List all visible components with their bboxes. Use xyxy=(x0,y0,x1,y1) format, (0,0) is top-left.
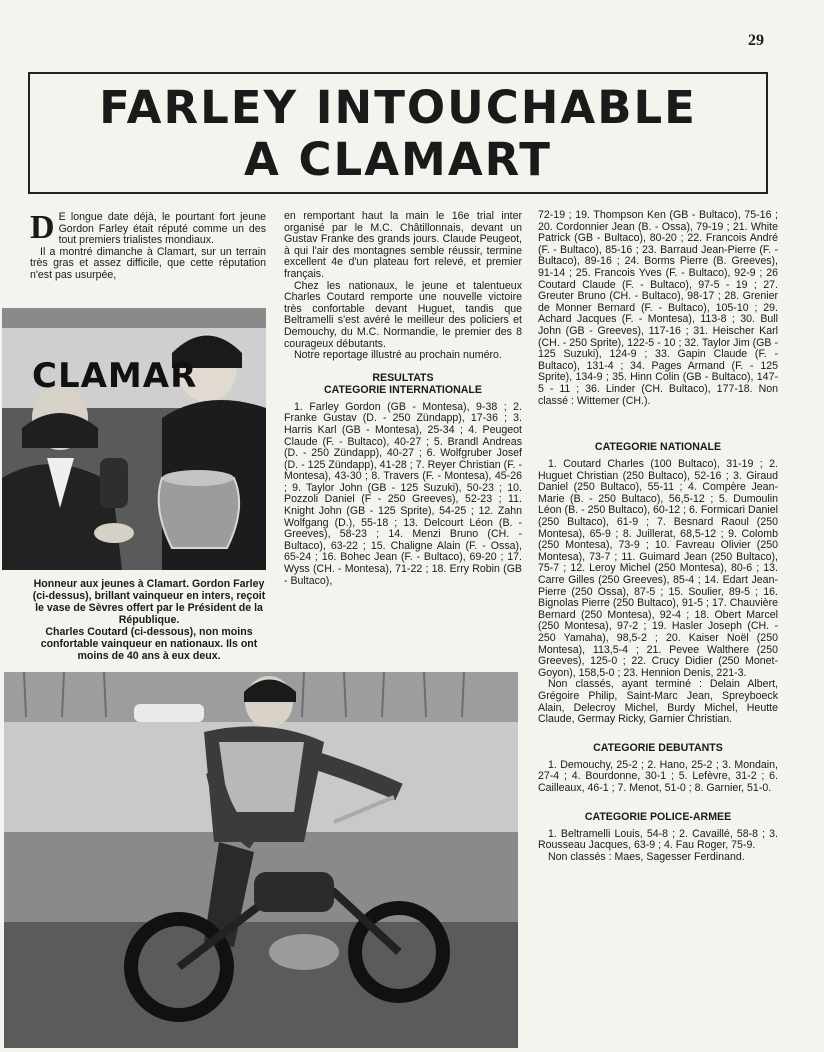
page-number: 29 xyxy=(748,32,764,49)
drop-cap: D xyxy=(30,209,55,246)
award-ceremony-illustration xyxy=(2,308,266,570)
intro-text-1: E longue date déjà, le pourtant fort jeune Gordon Farley était réputé comme un des tout premiers trialistes mondiaux. xyxy=(58,211,266,247)
international-results: 1. Farley Gordon (GB - Montesa), 9-38 ; 2. Franke Gustav (D. - 250 Zündapp), 17-36 ; 3. Harris Karl (GB - Montesa), 25-34 ; 4. Peugeot Claude (F. - Bultaco), 40-27 ; 5. Brandl Andreas (D. - 250 Zündapp), 40-27 ; 6. Wolfgruber Josef (D. - 125 Zündapp), 41-28 ; 7. Reyer Christian (F. - Montesa), 43-30 ; 8. Travers (F. - Montesa), 45-26 ; 9. Taylor John (GB - 125 Suzuki), 50-23 ; 10. Pozzoli Daniel (F - 250 Greeves), 52-23 ; 11. Knight John (GB - 125 Sprite), 54-25 ; 12. Zahn Wolfgang (D.), 55-18 ; 13. Delcourt Léon (B. - Greeves), 58-23 ; 14. Menzi Bruno (CH. - Bultaco), 63-22 ; 15. Chaligne Alain (F. - Ossa), 65-24 ; 16. Bohec Jean (F. - Bultaco), 69-20 ; 17. Wyss (CH. - Montesa), 71-22 ; 18. Erry Robin (GB - Bultaco), xyxy=(284,400,522,587)
intro-paragraph-2: Il a montré dimanche à Clamart, sur un terrain très gras et assez difficile, que cette réputation n'est pas usurpée, xyxy=(30,245,266,281)
debutants-results: 1. Demouchy, 25-2 ; 2. Hano, 25-2 ; 3. Mondain, 27-4 ; 4. Bourdonne, 30-1 ; 5. Lefèvre, 31-2 ; 6. Cailleaux, 46-1 ; 7. Menot, 51-0 ; 8. Garnier, 51-0. xyxy=(538,758,778,794)
banner-text: CLAMAR xyxy=(32,356,198,396)
caption-line-2: Charles Coutard (ci-dessous), non moins confortable vainqueur en nationaux. Ils ont moins de 40 ans à eux deux. xyxy=(40,626,258,662)
intro-paragraph-1 xyxy=(30,209,266,247)
nationale-heading: CATEGORIE NATIONALE xyxy=(594,441,722,454)
photo-caption xyxy=(30,578,268,662)
results-heading xyxy=(284,372,522,396)
right-column xyxy=(538,210,778,863)
police-armee-heading: CATEGORIE POLICE-ARMEE xyxy=(584,810,732,823)
police-armee-not-classified: Non classés : Maes, Sagesser Ferdinand. xyxy=(548,850,745,863)
international-category-title: CATEGORIE INTERNATIONALE xyxy=(324,383,482,396)
nationale-results: 1. Coutard Charles (100 Bultaco), 31-19 ; 2. Huguet Christian (250 Bultaco), 52-16 ; 3. Giraud Daniel (250 Bultaco), 55-11 ; 4. Compère Jean-Marie (B. - 250 Bultaco), 56,5-12 ; 5. Dumoulin Léon (B. - 250 Bultaco), 60-12 ; 6. Formicari Daniel (250 Bultaco), 61-9 ; 7. Besnard Raoul (250 Montesa), 65-9 ; 8. Juillerat, 68,5-12 ; 9. Colomb (250 Montesa), 73-9 ; 10. Favreau Olivier (250 Montesa), 73-7 ; 11. Guimard Jean (250 Bultaco), 75-7 ; 12. Leroy Michel (250 Montesa), 80-6 ; 13. Carre Gilles (250 Greeves), 85-4 ; 14. Edart Jean-Pierre (250 Ossa), 87-5 ; 15. Soulier, 89-5 ; 16. Bignolas Pierre (250 Bultaco), 91-5 ; 17. Chauvière Bernard (250 Montesa), 92-4 ; 18. Obert Marcel (250 Montesa), 97-2 ; 19. Hasler Joseph (CH. - 250 Yamaha), 98,5-2 ; 20. Kaiser Noël (250 Montesa), 113,5-4 ; 21. Pevee Walthere (250 Greeves), 125-0 ; 22. Crucy Didier (250 Monet-Goyon), 158,5-0 ; 23. Hennion Denis, 221-3. xyxy=(538,458,778,679)
article-paragraph-1: en remportant haut la main le 16e trial inter organisé par le M.C. Châtillonnais, devant un Gustav Franke des grands jours. Claude Peugeot, à qui l'air des montagnes semble réussir, termine excellent 4e d'un plateau fort relevé, et premier français. xyxy=(284,210,522,280)
intro-column xyxy=(30,209,266,282)
motorcycle-rider-illustration xyxy=(4,672,518,1048)
headline-line-2: A CLAMART xyxy=(244,133,552,186)
middle-column xyxy=(284,211,522,587)
headline-line-1: FARLEY INTOUCHABLE xyxy=(99,81,697,134)
debutants-heading: CATEGORIE DEBUTANTS xyxy=(593,741,723,754)
results-title: RESULTATS xyxy=(372,371,434,384)
award-ceremony-photo xyxy=(2,308,266,570)
article-paragraph-2: Chez les nationaux, le jeune et talentueux Charles Coutard remporte une nouvelle victoire très confortable devant Huguet, tandis que Beltramelli s'est avéré le meilleur des policiers et Demouchy, du M.C. Normandie, le premier des 8 courageux débutants. xyxy=(284,279,522,350)
international-results-continued: 72-19 ; 19. Thompson Ken (GB - Bultaco), 75-16 ; 20. Cordonnier Jean (B. - Ossa), 79-19 ; 21. White Patrick (GB - Bultaco), 80-20 ; 22. Francois André (F. - Bultaco), 85-16 ; 23. Barraud Jean-Pierre (F. - Bultaco), 89-16 ; 24. Borms Pierre (B. Greeves), 91-14 ; 25. Francois Yves (F. - Bultaco), 92-9 ; 26 Coutard Claude (F. - Bultaco), 97-5 - 19 ; 27. Greuter Bruno (CH. - Bultaco), 98-17 ; 28. Grenier de Monner Bernard (F. - Bultaco), 105-10 ; 29. Achard Jacques (F. - Montesa), 113-8 ; 30. Bull John (GB - Greeves), 117-16 ; 31. Heischer Karl (CH. - 250 Sprite), 122-5 - 10 ; 32. Taylor Jim (GB - 125 Suzuki), 124-9 ; 33. Gapin Claude (F. - Bultaco), 131-4 ; 34. Pages Armand (F. - 125 Sprite), 134-9 ; 35. Hinn Colin (GB - Bultaco), 147-5 - 11 ; 36. Linder (CH. Bultaco), 177-18. Non classé : Wittemer (CH.). xyxy=(538,209,778,407)
motorcycle-rider-photo xyxy=(4,672,518,1048)
article-paragraph-3: Notre reportage illustré au prochain numéro. xyxy=(294,349,502,362)
police-armee-results: 1. Beltramelli Louis, 54-8 ; 2. Cavaillé, 58-8 ; 3. Rousseau Jacques, 63-9 ; 4. Fau Roger, 75-9. xyxy=(538,827,778,852)
caption-line-1: Honneur aux jeunes à Clamart. Gordon Farley (ci-dessus), brillant vainqueur en inters, reçoit le vase de Sèvres offert par le Président de la République. xyxy=(32,578,266,626)
nationale-not-classified: Non classés, ayant terminé : Delain Albert, Grégoire Philip, Saint-Marc Jean, Spreyboeck Alain, Delecroy Michel, Burdy Michel, Heutte Claude, Germay Ricky, Garnier Christian. xyxy=(538,678,778,726)
headline-box xyxy=(28,72,768,194)
